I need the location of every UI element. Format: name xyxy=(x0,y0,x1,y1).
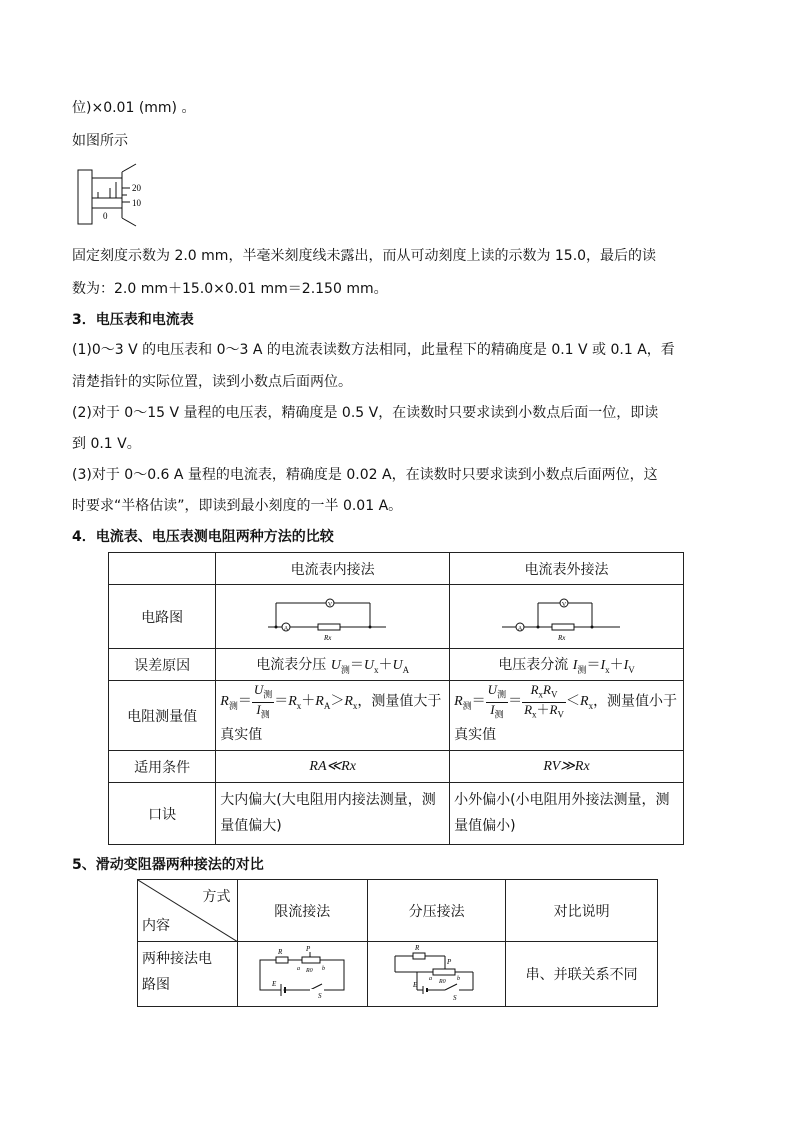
corner-bottom-label: 内容 xyxy=(142,918,170,934)
circuit-inner-cell xyxy=(216,585,450,649)
error-outer-label: 电压表分流 xyxy=(498,656,569,673)
label-S: S xyxy=(318,992,322,1000)
rheostat xyxy=(302,957,320,963)
label-P: P xyxy=(446,958,451,966)
resistor-symbol xyxy=(318,624,340,630)
mnemonic-outer-cell xyxy=(450,783,684,845)
resistor-label: Rx xyxy=(323,633,332,642)
col-header-outer: 电流表外接法 xyxy=(450,553,684,585)
measure-outer-tail: ，测量值小于 xyxy=(593,693,678,710)
mnemonic-outer-1: 小外偏小(小电阻用外接法测量，测 xyxy=(454,792,670,808)
label-R0: R0 xyxy=(438,979,446,985)
micrometer-label-0: 0 xyxy=(103,211,108,221)
col-header-inner: 电流表内接法 xyxy=(216,553,450,585)
heading-3: 3．电压表和电流表 xyxy=(72,312,194,328)
measure-outer-line2: 真实值 xyxy=(454,727,497,744)
ammeter-label: A xyxy=(517,625,522,632)
para-1b: 清楚指针的实际位置，读到小数点后面两位。 xyxy=(72,374,352,390)
measure-inner-line2: 真实值 xyxy=(220,727,263,744)
measure-outer-formula: $R_测=$ $\frac{U_测}{I_测}$ ＝ $\frac{R_xR_V}{R_x+R_V}$ $<R_x$ xyxy=(454,681,594,720)
label-S: S xyxy=(452,994,457,1002)
mnemonic-inner-cell xyxy=(216,783,450,845)
heading-4: 4．电流表、电压表测电阻两种方法的比较 xyxy=(72,529,334,545)
error-inner-label: 电流表分压 xyxy=(256,656,327,673)
text-line-3: 固定刻度示数为 2.0 mm，半毫米刻度线未露出，而从可动刻度上读的示数为 15.0，最后的读 xyxy=(72,248,657,264)
para-3a: (3)对于 0～0.6 A 量程的电流表，精确度是 0.02 A，在读数时只要求读到小数点后面两位，这 xyxy=(72,467,658,483)
ammeter-comparison-table xyxy=(108,552,684,845)
label-R: R xyxy=(278,948,283,956)
heading-5: 5、滑动变阻器两种接法的对比 xyxy=(72,857,264,873)
error-inner-formula: $U_测=U_x+U_A$ xyxy=(330,657,410,675)
row-label-mnemonic: 口诀 xyxy=(109,783,216,845)
text-line-1: 位)×0.01 (mm) 。 xyxy=(72,100,196,116)
mnemonic-outer-2: 量值偏小) xyxy=(454,818,516,834)
row-label-condition: 适用条件 xyxy=(109,751,216,783)
mnemonic-inner-2: 量值偏大) xyxy=(220,818,282,834)
text-line-4: 数为：2.0 mm＋15.0×0.01 mm＝2.150 mm。 xyxy=(72,281,388,297)
error-outer-cell xyxy=(450,649,684,681)
voltmeter-label: V xyxy=(561,601,566,608)
col-header-limit: 限流接法 xyxy=(237,880,367,942)
label-P: P xyxy=(306,945,311,953)
outer-connection-circuit xyxy=(492,587,642,643)
voltage-divider-circuit xyxy=(387,942,487,1002)
cond-outer: RV≫Rx xyxy=(450,751,684,783)
label-E: E xyxy=(272,980,277,988)
divider-circuit-cell xyxy=(367,942,505,1007)
label-R0: R0 xyxy=(306,968,313,974)
cond-inner: RA≪Rx xyxy=(216,751,450,783)
voltmeter-label: V xyxy=(327,601,332,608)
ammeter-label: A xyxy=(283,625,288,632)
para-3b: 时要求“半格估读”，即读到最小刻度的一半 0.01 A。 xyxy=(72,498,403,514)
diagonal-header-cell xyxy=(138,880,238,942)
measure-inner-formula: $R_测=$ $\frac{U_测}{I_测}$ $=R_x+R_A>R_x$ xyxy=(220,681,358,720)
rheostat xyxy=(433,969,455,975)
label-a: a xyxy=(428,976,432,982)
col-header-divider: 分压接法 xyxy=(367,880,505,942)
load-resistor xyxy=(276,957,288,963)
corner-top-label: 方式 xyxy=(202,889,231,905)
error-inner-cell xyxy=(216,649,450,681)
compare-text: 串、并联关系不同 xyxy=(506,942,658,1007)
circuit-outer-cell xyxy=(450,585,684,649)
mnemonic-inner-1: 大内偏大(大电阻用内接法测量，测 xyxy=(220,792,436,808)
label-R: R xyxy=(414,944,419,952)
measure-outer-cell xyxy=(450,681,684,751)
label-a: a xyxy=(297,966,301,972)
row-label-circuit2 xyxy=(138,942,238,1007)
row-label-circuit: 电路图 xyxy=(109,585,216,649)
para-2a: (2)对于 0～15 V 量程的电压表，精确度是 0.5 V，在读数时只要求读到小数点后面一位，即读 xyxy=(72,405,659,421)
row-label-line-1: 两种接法电 xyxy=(142,951,212,967)
micrometer-label-20: 20 xyxy=(132,183,141,193)
current-limiting-circuit xyxy=(252,944,352,1000)
limit-circuit-cell xyxy=(237,942,367,1007)
resistor-label: Rx xyxy=(557,633,565,642)
measure-inner-cell xyxy=(216,681,450,751)
label-b: b xyxy=(322,966,326,972)
resistor-symbol xyxy=(552,624,574,630)
para-2b: 到 0.1 V。 xyxy=(72,436,141,452)
micrometer-figure xyxy=(76,162,166,228)
row-label-line-2: 路图 xyxy=(142,977,170,993)
label-b: b xyxy=(456,976,460,982)
load-resistor xyxy=(413,953,425,959)
label-E: E xyxy=(412,981,417,989)
text-line-2: 如图所示 xyxy=(72,133,128,149)
corner-cell xyxy=(109,553,216,585)
micrometer-label-10: 10 xyxy=(132,198,141,208)
error-outer-formula: $I_测=I_x+I_V$ xyxy=(572,657,635,675)
row-label-error: 误差原因 xyxy=(109,649,216,681)
measure-inner-tail: ，测量值大于 xyxy=(357,693,442,710)
col-header-compare: 对比说明 xyxy=(506,880,658,942)
row-label-measure: 电阻测量值 xyxy=(109,681,216,751)
inner-connection-circuit xyxy=(258,587,408,643)
rheostat-comparison-table xyxy=(137,879,658,1007)
para-1a: (1)0～3 V 的电压表和 0～3 A 的电流表读数方法相同，此量程下的精确度是 0.1 V 或 0.1 A，看 xyxy=(72,342,675,358)
